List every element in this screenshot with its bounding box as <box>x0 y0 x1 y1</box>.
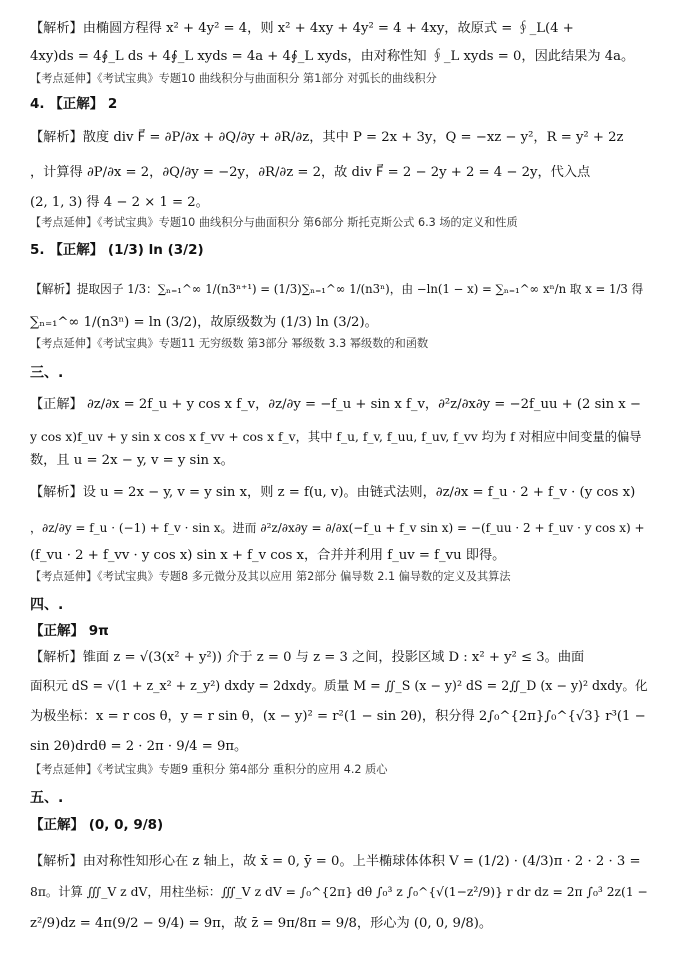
section-4-heading: 四、. <box>30 597 64 613</box>
question-4-answer: 4. 【正解】 2 <box>30 96 118 112</box>
text-line-32: z²/9)dz = 4π(9/2 − 9/4) = 9π，故 z̄ = 9π/8π = 9/8，形心为 (0, 0, 9/8)。 <box>30 916 493 931</box>
text-line-31: 8π。计算 ∭_V z dV，用柱坐标：∭_V z dV = ∫₀^{2π} dθ ∫₀³ z ∫₀^{√(1−z²/9)} r dr dz = 2π ∫₀³ 2z(1 − <box>30 885 648 899</box>
text-line-17: 【解析】设 u = 2x − y, v = y sin x，则 z = f(u, v)。由链式法则，∂z/∂x = f_u · 2 + f_v · (y cos x) <box>30 485 636 500</box>
text-line-30: 【解析】由对称性知形心在 z 轴上，故 x̄ = 0, ȳ = 0。上半椭球体体积 V = (1/2) · (4/3)π · 2 · 2 · 3 = <box>30 854 641 869</box>
text-line-24: 面积元 dS = √(1 + z_x² + z_y²) dxdy = 2dxdy。质量 M = ∬_S (x − y)² dS = 2∬_D (x − y)² dxdy。化 <box>30 678 648 693</box>
text-line-6: ，计算得 ∂P/∂x = 2，∂Q/∂y = −2y，∂R/∂z = 2，故 div F⃗ = 2 − 2y + 2 = 4 − 2y，代入点 <box>30 165 591 180</box>
text-line-11: ∑ₙ₌₁^∞ 1/(n3ⁿ) = ln (3/2)，故原级数为 (1/3) ln (3/2)。 <box>30 315 378 330</box>
text-line-23: 【解析】锥面 z = √(3(x² + y²)) 介于 z = 0 与 z = 3 之间，投影区域 D : x² + y² ≤ 3。曲面 <box>30 650 585 665</box>
reference-note: 【考点延伸】《考试宝典》专题11 无穷级数 第3部分 幂级数 3.3 幂级数的和函数 <box>30 337 429 350</box>
section-3-heading: 三、. <box>30 365 64 381</box>
text-line-2: 4xy)ds = 4∮_L ds + 4∮_L xyds = 4a + 4∮_L xyds，由对称性知 ∮_L xyds = 0，因此结果为 4a。 <box>30 49 635 64</box>
text-line-25: 为极坐标：x = r cos θ，y = r sin θ，(x − y)² = r²(1 − sin 2θ)，积分得 2∫₀^{2π}∫₀^{√3} r³(1 − <box>30 709 646 724</box>
text-line-19: (f_vu · 2 + f_vv · y cos x) sin x + f_v cos x，合并并利用 f_uv = f_vu 即得。 <box>30 548 506 563</box>
reference-note: 【考点延伸】《考试宝典》专题8 多元微分及其以应用 第2部分 偏导数 2.1 偏导数的定义及其算法 <box>30 570 511 583</box>
question-7-answer: 【正解】 (0, 0, 9/8) <box>30 817 164 833</box>
reference-note: 【考点延伸】《考试宝典》专题10 曲线积分与曲面积分 第1部分 对弧长的曲线积分 <box>30 72 437 85</box>
text-line-18: ，∂z/∂y = f_u · (−1) + f_v · sin x。进而 ∂²z/∂x∂y = ∂/∂x(−f_u + f_v sin x) = −(f_uu · 2 + f_uv · y cos x) + <box>30 521 645 535</box>
question-5-answer: 5. 【正解】 (1/3) ln (3/2) <box>30 242 204 258</box>
section-5-heading: 五、. <box>30 790 64 806</box>
text-line-5: 【解析】散度 div F⃗ = ∂P/∂x + ∂Q/∂y + ∂R/∂z，其中 P = 2x + 3y，Q = −xz − y²，R = y² + 2z <box>30 130 624 145</box>
reference-note: 【考点延伸】《考试宝典》专题9 重积分 第4部分 重积分的应用 4.2 质心 <box>30 763 388 776</box>
text-line-26: sin 2θ)drdθ = 2 · 2π · 9/4 = 9π。 <box>30 739 248 754</box>
text-line-14: 【正解】 ∂z/∂x = 2f_u + y cos x f_v，∂z/∂y = −f_u + sin x f_v，∂²z/∂x∂y = −2f_uu + (2 sin x − <box>30 397 641 412</box>
text-line-15: y cos x)f_uv + y sin x cos x f_vv + cos x f_v，其中 f_u, f_v, f_uu, f_uv, f_vv 均为 f 对相应中间变量的偏导 <box>30 430 642 444</box>
text-line-16: 数，且 u = 2x − y, v = y sin x。 <box>30 453 234 468</box>
reference-note: 【考点延伸】《考试宝典》专题10 曲线积分与曲面积分 第6部分 斯托克斯公式 6.3 场的定义和性质 <box>30 216 518 229</box>
text-line-7: (2, 1, 3) 得 4 − 2 × 1 = 2。 <box>30 195 209 210</box>
text-line-1: 【解析】由椭圆方程得 x² + 4y² = 4，则 x² + 4xy + 4y² = 4 + 4xy，故原式 = ∮_L(4 + <box>30 21 574 36</box>
text-line-10: 【解析】提取因子 1/3：∑ₙ₌₁^∞ 1/(n3ⁿ⁺¹) = (1/3)∑ₙ₌₁^∞ 1/(n3ⁿ)，由 −ln(1 − x) = ∑ₙ₌₁^∞ xⁿ/n 取 x = 1/3 得 <box>30 282 644 296</box>
question-6-answer: 【正解】 9π <box>30 623 109 639</box>
